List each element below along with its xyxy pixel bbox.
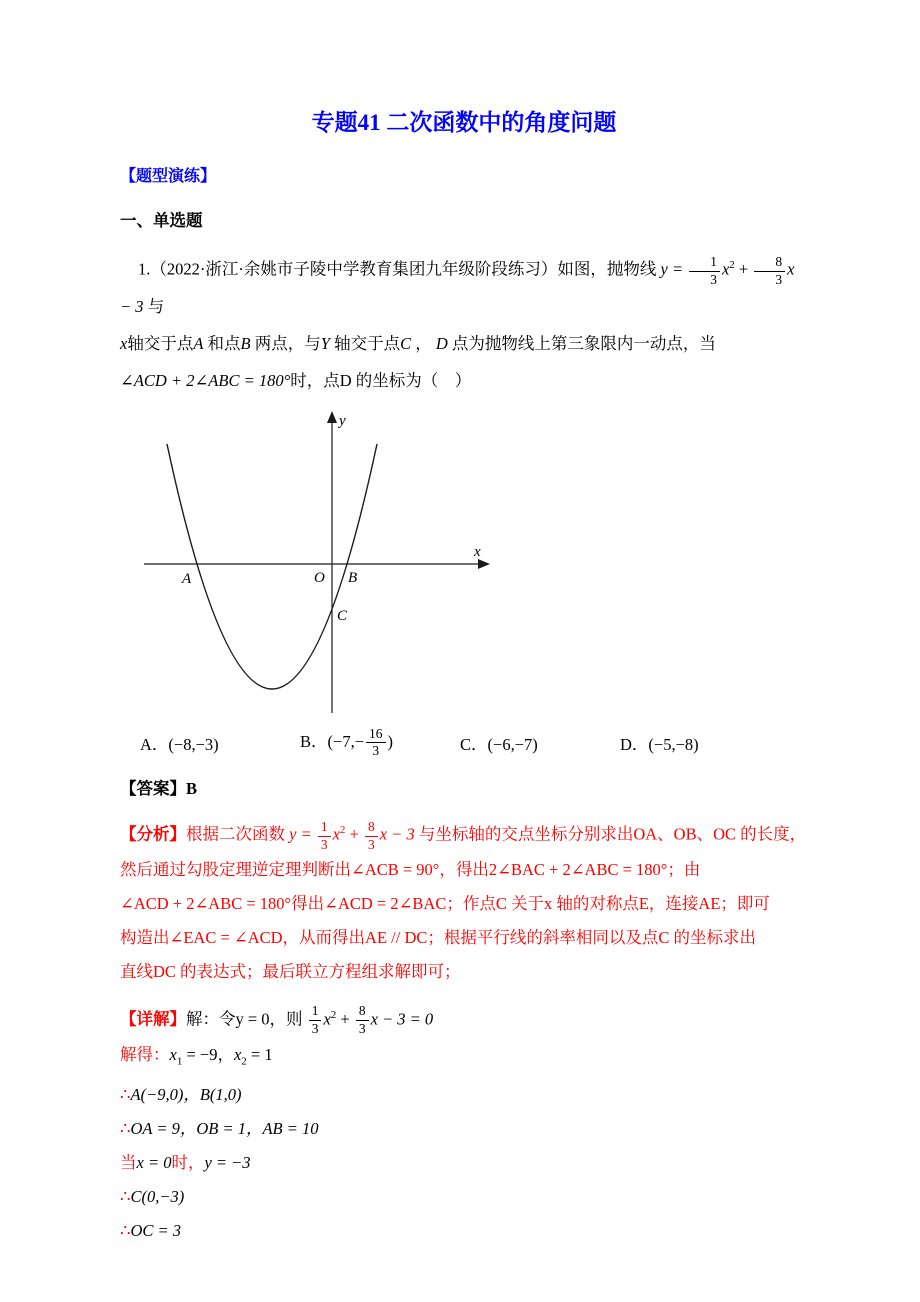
analysis-marker: 【分析】 xyxy=(120,824,186,844)
solution-line-3 xyxy=(120,1079,808,1111)
page-title: 专题41 二次函数中的角度问题 xyxy=(311,110,617,135)
solution-line-6 xyxy=(120,1181,808,1213)
math-run: OC = 3 xyxy=(130,1221,182,1241)
fraction-denominator: 3 xyxy=(710,271,717,287)
fraction-numerator: 8 xyxy=(754,255,785,272)
answer-value: B xyxy=(186,779,198,799)
analysis-line-4: 构造出∠EAC = ∠ACD，从而得出AE // DC；根据平行线的斜率相同以及点C 的坐标求出 xyxy=(120,927,757,947)
equation-lhs: y = xyxy=(660,259,684,279)
y-axis-label: y xyxy=(339,412,346,429)
therefore-symbol: ∴ xyxy=(120,1085,131,1105)
question-text-run: 点为抛物线上第三象限内一动点，当 xyxy=(451,333,716,353)
solution-text: 解：令y = 0，则 xyxy=(186,1009,303,1029)
point-a-label: A xyxy=(182,570,192,587)
therefore-symbol: ∴ xyxy=(120,1187,131,1207)
option-c-value: (−6,−7) xyxy=(487,734,538,754)
option-b xyxy=(300,727,460,760)
analysis-line-1 xyxy=(120,813,808,852)
fraction-one-third xyxy=(689,255,720,288)
answer-marker: 【答案】 xyxy=(120,779,186,799)
math-subscript: 2 xyxy=(241,1055,247,1068)
equation-tail: x − 3 xyxy=(120,259,795,316)
fraction-denominator: 3 xyxy=(320,836,328,852)
math-var: x xyxy=(120,333,128,353)
equation-exponent: 2 xyxy=(339,824,346,837)
equation-variable: x xyxy=(332,824,340,844)
option-b-fraction xyxy=(366,727,386,760)
solution-line-2 xyxy=(120,1039,808,1077)
analysis-text: 与坐标轴的交点坐标分别求出OA、OB、OC 的长度， xyxy=(418,824,807,844)
option-c-label: C． xyxy=(460,734,488,754)
question-after-equation: 与 xyxy=(147,296,165,316)
equation-tail: x − 3 = 0 xyxy=(370,1009,434,1029)
math-run: y = −3 xyxy=(204,1153,251,1173)
option-d-value: (−5,−8) xyxy=(648,734,699,754)
angle-condition: ∠ACD + 2∠ABC = 180° xyxy=(120,370,291,390)
fraction-denominator: 3 xyxy=(372,743,380,759)
math-run: = 1 xyxy=(246,1044,273,1064)
question-text-run: 两点，与 xyxy=(254,333,321,353)
fraction-eight-thirds xyxy=(356,1004,369,1037)
solution-text: 时， xyxy=(171,1153,205,1173)
math-subscript: 1 xyxy=(176,1055,183,1068)
equation-lhs: y = xyxy=(289,824,312,844)
equation-variable: x xyxy=(323,1009,331,1029)
option-a xyxy=(140,731,300,755)
fraction-numerator: 1 xyxy=(309,1004,322,1021)
option-b-label: B． xyxy=(300,731,328,751)
x-axis-label: x xyxy=(474,543,481,560)
equation-operator: + xyxy=(340,1009,350,1029)
analysis-text: 根据二次函数 xyxy=(186,824,285,844)
question-text-run: ， xyxy=(415,333,432,353)
solution-line-7 xyxy=(120,1215,808,1247)
fraction-numerator: 1 xyxy=(689,255,720,272)
therefore-symbol: ∴ xyxy=(120,1221,131,1241)
fraction-numerator: 16 xyxy=(366,727,386,744)
option-c xyxy=(460,731,620,755)
fraction-denominator: 3 xyxy=(358,1021,366,1037)
analysis-block xyxy=(120,813,808,988)
fraction-numerator: 1 xyxy=(318,820,331,837)
math-var: x xyxy=(169,1044,177,1064)
fraction-one-third xyxy=(318,820,331,853)
parabola-graph xyxy=(144,409,494,715)
solve-label: 解得： xyxy=(120,1044,170,1064)
fraction-eight-thirds xyxy=(365,820,378,853)
parabola-curve xyxy=(167,444,377,689)
question-closing-text: 时，点D 的坐标为（ ） xyxy=(290,370,472,390)
option-d xyxy=(620,731,699,755)
option-b-value-pre: (−7,− xyxy=(327,731,364,751)
math-run: OA = 9，OB = 1，AB = 10 xyxy=(130,1119,319,1139)
math-run: C(0,−3) xyxy=(130,1187,185,1207)
fraction-eight-thirds xyxy=(754,255,785,288)
math-var: A xyxy=(193,333,204,353)
fraction-denominator: 3 xyxy=(367,836,375,852)
math-var: B xyxy=(240,333,251,353)
figure-container xyxy=(144,409,808,715)
equation-operator: + xyxy=(349,824,359,844)
analysis-line-2: 然后通过勾股定理逆定理判断出∠ACB = 90°，得出2∠BAC + 2∠ABC = 180°；由 xyxy=(120,859,701,879)
origin-label: O xyxy=(314,569,325,586)
section-heading: 【题型演练】 xyxy=(120,168,217,185)
equation-variable: x xyxy=(721,259,730,279)
point-b-label: B xyxy=(348,569,358,586)
therefore-symbol: ∴ xyxy=(120,1119,131,1139)
option-b-value-post: ) xyxy=(387,731,393,751)
math-run: A(−9,0)，B(1,0) xyxy=(130,1085,242,1105)
point-c-label: C xyxy=(337,607,348,624)
math-var: x xyxy=(233,1044,242,1064)
fraction-numerator: 8 xyxy=(365,820,378,837)
solution-block xyxy=(120,999,808,1248)
answer-options-row xyxy=(120,727,808,760)
equation-exponent: 2 xyxy=(330,1008,337,1021)
math-var: D xyxy=(435,333,448,353)
question-text-run: 轴交于点 xyxy=(334,333,401,353)
option-a-label: A． xyxy=(140,734,169,754)
question-source: 1.（2022·浙江·余姚市子陵中学教育集团九年级阶段练习）如图，抛物线 xyxy=(138,259,657,279)
math-run: x = 0 xyxy=(136,1153,172,1173)
question-text-run: 和点 xyxy=(207,333,241,353)
question-text-run: 轴交于点 xyxy=(127,333,194,353)
solution-text: 当 xyxy=(120,1153,137,1173)
analysis-line-5: 直线DC 的表达式；最后联立方程组求解即可； xyxy=(120,961,461,981)
option-a-value: (−8,−3) xyxy=(168,734,219,754)
equation-operator: + xyxy=(738,259,749,279)
subsection-heading: 一、单选题 xyxy=(120,211,203,230)
fraction-denominator: 3 xyxy=(311,1021,319,1037)
math-run: = −9， xyxy=(182,1044,234,1064)
y-axis-arrow-icon xyxy=(327,411,337,423)
solution-line-1 xyxy=(120,999,808,1037)
fraction-denominator: 3 xyxy=(775,271,783,287)
option-d-label: D． xyxy=(620,734,649,754)
fraction-one-third xyxy=(309,1004,322,1037)
math-var: Y xyxy=(320,333,330,353)
solution-line-4 xyxy=(120,1113,808,1145)
question-1-text xyxy=(120,247,808,399)
solution-marker: 【详解】 xyxy=(120,1009,186,1029)
analysis-line-3: ∠ACD + 2∠ABC = 180°得出∠ACD = 2∠BAC；作点C 关于x 轴的对称点E，连接AE；即可 xyxy=(120,893,770,913)
equation-tail: x − 3 xyxy=(379,824,415,844)
x-axis-arrow-icon xyxy=(478,559,490,569)
fraction-numerator: 8 xyxy=(356,1004,369,1021)
solution-line-5 xyxy=(120,1147,808,1179)
answer-line xyxy=(120,775,808,799)
math-var: C xyxy=(400,333,412,353)
equation-exponent: 2 xyxy=(729,259,735,271)
